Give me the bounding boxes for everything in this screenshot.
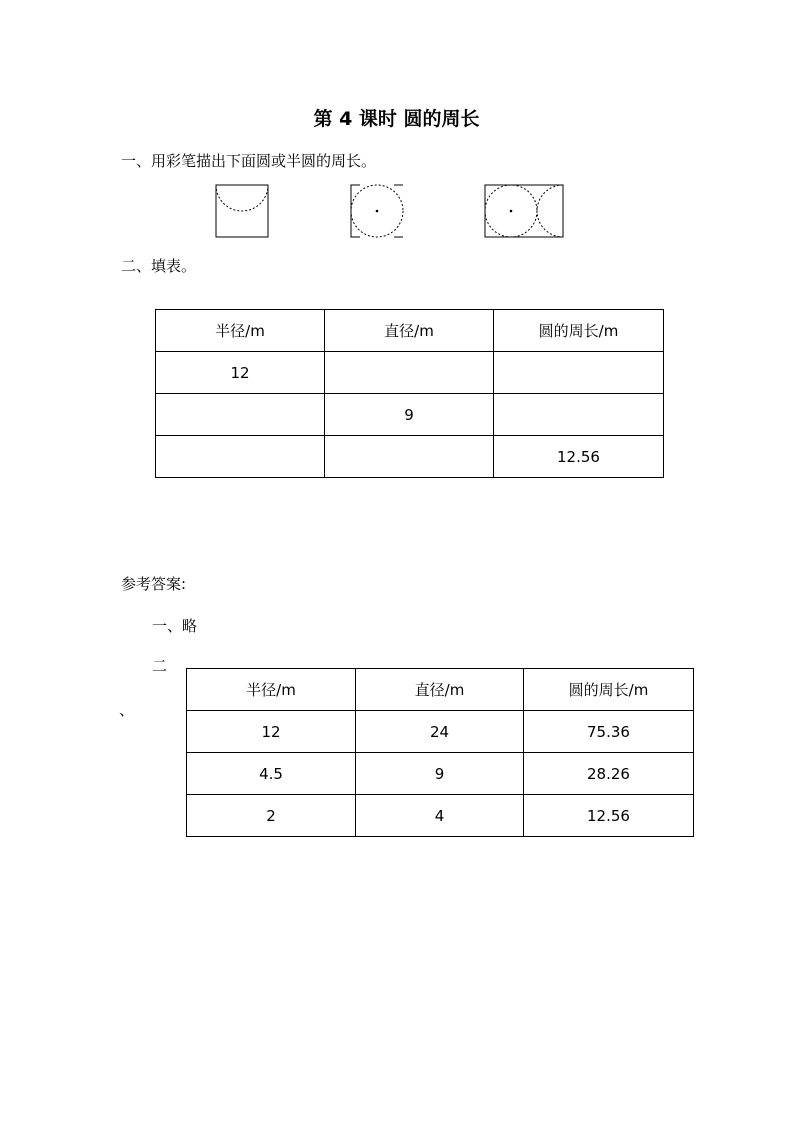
header-cell: 半径/m (156, 310, 325, 352)
answers-heading: 参考答案: (121, 575, 187, 593)
table-cell (325, 436, 494, 478)
header-cell: 圆的周长/m (494, 310, 664, 352)
answer-2-label: 二 (152, 657, 168, 675)
table-cell: 12 (187, 711, 356, 753)
header-cell: 直径/m (325, 310, 494, 352)
table-cell: 9 (325, 394, 494, 436)
table-row (156, 436, 664, 478)
table-cell (494, 394, 664, 436)
table-row (187, 753, 694, 795)
answer-1-text: 一、略 (152, 617, 198, 635)
figure-square-semicircle (215, 184, 269, 238)
header-cell: 半径/m (187, 669, 356, 711)
table-cell: 2 (187, 795, 356, 837)
table-cell: 12.56 (524, 795, 694, 837)
fill-table (155, 309, 664, 478)
header-cell: 直径/m (356, 669, 524, 711)
figure-rectangle-circle-semicircle (484, 184, 564, 238)
table-header-row (187, 669, 694, 711)
table-cell: 12.56 (494, 436, 664, 478)
table-header-row (156, 310, 664, 352)
table-cell: 75.36 (524, 711, 694, 753)
table-cell (156, 436, 325, 478)
table-cell (156, 394, 325, 436)
table-cell: 12 (156, 352, 325, 394)
figure-square-circle (350, 184, 404, 238)
question-2-text: 二、填表。 (121, 257, 197, 275)
table-cell: 4.5 (187, 753, 356, 795)
answer-table (186, 668, 694, 837)
table-cell: 9 (356, 753, 524, 795)
page-title: 第 4 课时 圆的周长 (313, 108, 480, 130)
table-row (187, 711, 694, 753)
table-row (156, 352, 664, 394)
table-cell: 24 (356, 711, 524, 753)
answer-2-comma: 、 (119, 701, 135, 719)
header-cell: 圆的周长/m (524, 669, 694, 711)
table-cell (325, 352, 494, 394)
question-1-text: 一、用彩笔描出下面圆或半圆的周长。 (121, 152, 377, 170)
table-cell: 28.26 (524, 753, 694, 795)
table-row (187, 795, 694, 837)
table-cell (494, 352, 664, 394)
table-cell: 4 (356, 795, 524, 837)
table-row (156, 394, 664, 436)
